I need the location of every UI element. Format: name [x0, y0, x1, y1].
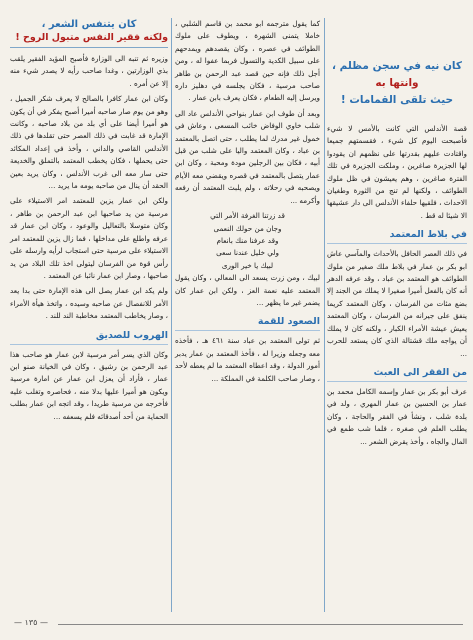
headline — [10, 18, 168, 48]
section-title: الصعود للقمة — [175, 315, 320, 331]
poem-line: قد زرتنا الغرفة الأمر التي — [210, 211, 285, 221]
column-divider — [171, 18, 172, 612]
footer-rule — [58, 624, 463, 625]
poem-line: لبيك يا خير الورى — [221, 260, 274, 270]
poem-line: ولي خليل عندنا سعى — [216, 248, 279, 258]
pull-quote-line-3: حيث تلقى القمامات ! — [340, 94, 454, 106]
headline-line-1: كان يتنفس الشعر ، — [41, 19, 137, 30]
paragraph: كما يقول مترجمه ابو محمد بن قاسم الشلبي ، خاملا يتمنى الشهرة ، ويطوف على ملوك الطوائف في عصره ، وكان يقصدهم ويمدحهم على سبيل الكدية والتسول فربما عفوا له ، ومن أجل ذلك فإنه حين قصد عبد الرحمن بن طاهر صاحب مرسية ، فكان يجلسه في دهليز داره ويرسل إليه الطعام ، فكان يعرف بابن عمار . — [175, 19, 320, 103]
poem-line: وجان من حولك النعمى — [213, 223, 282, 233]
pull-quote-line-1: كان نيه في سجن مظلم ، — [332, 60, 462, 72]
paragraph: ولكن ابن عمار يزين للمعتمد امر الاستيلاء على مرسية من يد صاحبها ابن عبد الرحمن بن طاهر ، وكان متوسلا بالتعاليل والوعود ، وكان ابن عمار قد عرفه واطلع على مداخلها ، فما زال يزين للمعتمد امر الاستيلاء على مرسية حتى استجاب لرأيه وارسله على رأس قوة من الفرسان ليتولى اخذ تلك البلاد من يد صاحبها ، وصار ابن عمار نائبا عن المعتمد . — [10, 196, 168, 280]
page-number: — ١٣٥ — — [14, 618, 48, 627]
paragraph: قصة الأندلس التي كانت بالأمس لا شيء فأصبحت اليوم كل شيء ، فقسمتهم جميعا واقتادت عليهم بقدرتها على نظمهم ان يقودوا لها الجزيرة صاغرين ، وملكت الجزيرة في تلك الفترة صاغرين ، وهم يعيشون في ظل ملوك الطوائف ، ولكنها لم تنج من الثورة وطغيان الاحداث ، فلقيها حلفاء الأندلس الى دار عشيقها الا شيئا له قط . — [327, 124, 467, 220]
paragraph: وكان الذي يسر أمر مرسية لابن عمار هو صاحب هذا عبد الرحمن بن رشيق ، وكان في الخيانة صنو ابن عمار ، فأراد أن يعزل ابن عمار عن امارة مرسية ويكون هو أميرا عليها بدلا منه ، فحاصره وتغلب عليه فأخرجه من مرسية طريدا ، وقد اتجه ابن عمار بطلب الحماية من أحد أصدقائه فلم يسعفه ... — [10, 349, 168, 421]
paragraph: وزيره ثم تنبه الى الوزارة فأصبح المؤيد الفقير يلقب بذي الوزارتين ، وغدا صاحب رأيه لا يصدر شيء منه إلا عن أمره . — [10, 54, 168, 88]
paragraph: في ذلك العصر الحافل بالأحداث والمآسي عاش ابو بكر بن عمار في بلاط ملك صغير من ملوك الطوائف هو المعتمد بن عباد ، وقد عرفه الدهر أنه كان بالفعل أميرا صغيرا لا يملك من الجند إلا بضع مئات من الفرسان ، وكان المعتمد كريما ينفق على جيرانه من الفرسان ، وكان المعتمد يعيش عيشة الأمراء الكبار ، ولكنه كان لا يملك أن يواجه ملك قشتالة الذي كان يستعد للحرب ... — [327, 249, 467, 358]
left-column — [10, 18, 168, 426]
paragraph: ولم يكد ابن عمار يصل الى هذه الإمارة حتى بدا يعد الأمر للانفصال عن صاحبه وسيده ، واتخذ هيأة الأمراء ، وصار يخاطب المعتمد مخاطبة الند للند . — [10, 286, 168, 321]
section-title: الهروب للصديق — [10, 329, 168, 345]
pull-quote-line-2: وانتها به — [375, 77, 419, 89]
right-column — [327, 18, 467, 451]
paragraph: عرف أبو بكر بن عمار وإسمه الكامل محمد بن عمار بن الحسين بن عمار المهري ، ولد في بلدة شلب ، ونشأ في الفقر والحاجة ، وكان يطلب العلم في صغره ، فلما شب طمع في المال والجاه ، وأخذ يقرض الشعر ... — [327, 386, 467, 446]
column-divider — [324, 18, 325, 612]
paragraph: لبيك ، ومن زرت يسعد الى المعالي ، وكان يقول المعتمد عليه نعمة العز ، ولكن ابن عمار كان يضمر غير ما يظهر ... — [175, 273, 320, 307]
paragraph: ثم تولى المعتمد بن عباد سنة ٤٦١ هـ ، فأخذه معه وجعله وزيرا له ، فأخذ المعتمد بن عمار يدبر أمور الدولة ، وقد اعطاه المعتمد ما لم يعطه لأحد ، وصار صاحب الكلمة في المملكة ... — [175, 336, 320, 383]
paragraph: وكان ابن عمار كافرا بالصالح لا يعرف شكر الجميل ، وهو من يوم صار صاحبه أميرا أصبح يفكر في أن يكون هو أميرا أيضا على أي بلد من بلاد صاحبه ، وكانت الإمارة قد غابت في ذلك العصر حتى تقلدها في ذلك الأندلس القاصي والداني ، وأخذ في إعداد المكائد حتى يحملها ، فكان يخطب المعتمد بالتملق والخديعة حتى سار معه الى غرب الأندلس ، وكان يريد بعين الحقد أن ينال من صاحبه يومه ما يريد ... — [10, 94, 168, 191]
poem — [175, 210, 320, 272]
section-title: من الفقر الى العبث — [327, 366, 467, 382]
poem-line: وقد عرفنا منك بانعام — [216, 235, 279, 245]
section-title: في بلاط المعتمد — [327, 228, 467, 244]
page-footer — [10, 618, 463, 632]
pull-quote — [327, 58, 467, 109]
headline-line-2: ولكنه فقير النفس متبول الروح ! — [15, 32, 168, 43]
paragraph: وبعد أن طوف ابن عمار بنواحي الأندلس عاد الى شلب خاوي الوفاض خائب المسعى ، وعاش في خمول غير مدرك لما يطلب ، حتى اتصل بالمعتمد بن عباد ، وكان المعتمد واليا على شلب من قبل أبيه ، فكان بين الرجلين مودة ومحبة ، وكان ابن عمار يتصل بالمعتمد في قصره ويقضي معه الأيام ويصحبه في رحلاته ، ولم يلبث المعتمد أن رفعه وأكرمه ... — [175, 108, 320, 205]
middle-column — [175, 18, 320, 388]
